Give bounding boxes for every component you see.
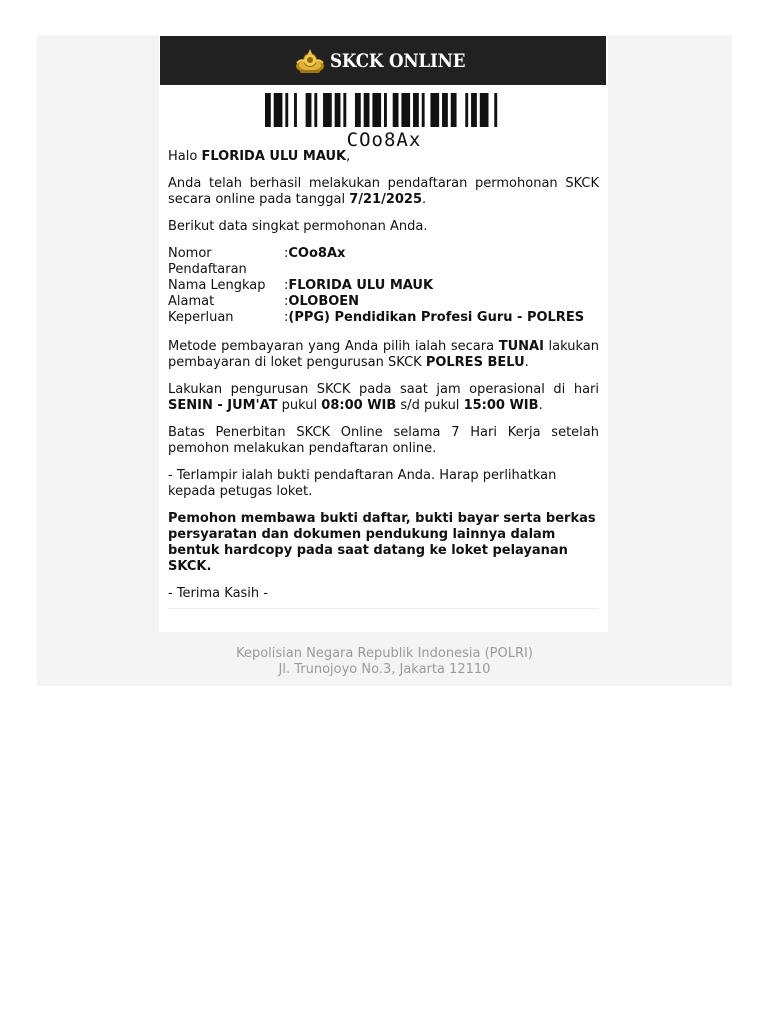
email-background <box>37 35 732 686</box>
divider <box>168 608 599 609</box>
logo-text: SKCK ONLINE <box>330 49 466 72</box>
deadline-paragraph: Batas Penerbitan SKCK Online selama 7 Hari Kerja setelah pemohon melakukan pendaftaran online. <box>168 425 599 456</box>
details-label: Alamat <box>168 294 215 309</box>
barcode-bar <box>335 93 341 127</box>
barcode-bar <box>393 93 399 127</box>
details-colon: : <box>284 278 289 293</box>
details-label: Nomor Pendaftaran <box>168 246 247 277</box>
schedule-end-time: 15:00 WIB <box>463 398 539 413</box>
greeting-prefix: Halo <box>168 149 202 164</box>
email-body <box>168 149 599 613</box>
barcode-bar <box>314 93 317 127</box>
details-value-cell <box>284 278 584 294</box>
barcode-bar <box>413 93 419 127</box>
details-colon: : <box>284 310 289 325</box>
schedule-text-1: Lakukan pengurusan SKCK pada saat jam operasional di hari <box>168 382 599 397</box>
barcode-bar <box>306 93 312 127</box>
greeting <box>168 149 599 165</box>
details-row <box>168 294 584 310</box>
payment-paragraph <box>168 339 599 371</box>
barcode-bar <box>494 93 497 127</box>
barcode-bar <box>265 93 271 127</box>
details-table <box>168 246 584 326</box>
schedule-end: . <box>538 398 543 413</box>
intro-end: . <box>422 192 427 207</box>
barcode-bar <box>285 93 288 127</box>
attachment-note: - Terlampir ialah bukti pendaftaran Anda. Harap perlihatkan kepada petugas loket. <box>168 468 557 499</box>
intro-text: Anda telah berhasil melakukan pendaftaran permohonan SKCK secara online pada tanggal <box>168 176 599 207</box>
registration-date: 7/21/2025 <box>349 192 423 207</box>
schedule-text-2: pukul <box>277 398 322 413</box>
police-emblem-icon <box>294 46 326 76</box>
details-value: (PPG) Pendidikan Profesi Guru - POLRES <box>288 310 585 325</box>
barcode-bar <box>480 93 489 127</box>
details-colon: : <box>284 246 289 261</box>
details-value-cell <box>284 310 584 326</box>
payment-end: . <box>524 355 529 370</box>
closing-text: - Terima Kasih - <box>168 586 268 601</box>
logo <box>294 46 472 76</box>
header-bar <box>160 36 606 85</box>
details-value: OLOBOEN <box>288 294 360 309</box>
barcode-bar <box>294 93 297 127</box>
schedule-days: SENIN - JUM'AT <box>168 398 278 413</box>
details-row <box>168 278 584 294</box>
schedule-text-3: s/d pukul <box>396 398 464 413</box>
summary-intro: Berikut data singkat permohonan Anda. <box>168 219 428 234</box>
applicant-name: FLORIDA ULU MAUK <box>201 149 347 164</box>
details-value: FLORIDA ULU MAUK <box>288 278 434 293</box>
footer-address: Jl. Trunojoyo No.3, Jakarta 12110 <box>278 662 491 677</box>
details-row <box>168 310 584 326</box>
details-label: Keperluan <box>168 310 234 325</box>
barcode-bar <box>465 93 468 127</box>
footer <box>37 646 732 678</box>
barcode-bar <box>430 93 439 127</box>
barcode-bar <box>384 93 387 127</box>
barcode-image <box>265 93 503 127</box>
barcode-bar <box>471 93 477 127</box>
details-value-cell <box>284 246 584 278</box>
barcode-bar <box>274 93 283 127</box>
payment-method: TUNAI <box>498 339 544 354</box>
barcode-bar <box>401 93 410 127</box>
email-card <box>159 35 608 632</box>
schedule-paragraph <box>168 382 599 414</box>
barcode-bar <box>364 93 370 127</box>
barcode-bar <box>355 93 361 127</box>
barcode-bar <box>442 93 448 127</box>
payment-office: POLRES BELU <box>425 355 525 370</box>
payment-text-1: Metode pembayaran yang Anda pilih ialah secara <box>168 339 499 354</box>
barcode-bar <box>323 93 332 127</box>
details-value: COo8Ax <box>288 246 346 261</box>
barcode-code: COo8Ax <box>346 129 422 151</box>
barcode-bar <box>343 93 346 127</box>
details-label: Nama Lengkap <box>168 278 266 293</box>
barcode-bar <box>451 93 457 127</box>
requirement-text: Pemohon membawa bukti daftar, bukti bayar serta berkas persyaratan dan dokumen pendukung lainnya dalam bentuk hardcopy pada saat datang ke loket pelayanan SKCK. <box>168 511 596 574</box>
barcode-bar <box>372 93 381 127</box>
intro-paragraph <box>168 176 599 208</box>
payment-text-2: lakukan pembayaran di loket pengurusan SKCK <box>168 339 599 370</box>
greeting-suffix: , <box>346 149 351 164</box>
details-colon: : <box>284 294 289 309</box>
schedule-start: 08:00 WIB <box>321 398 397 413</box>
details-row <box>168 246 584 278</box>
barcode-bar <box>422 93 425 127</box>
footer-organization: Kepolisian Negara Republik Indonesia (POLRI) <box>236 646 533 661</box>
details-value-cell <box>284 294 584 310</box>
requirement-paragraph <box>168 511 599 575</box>
